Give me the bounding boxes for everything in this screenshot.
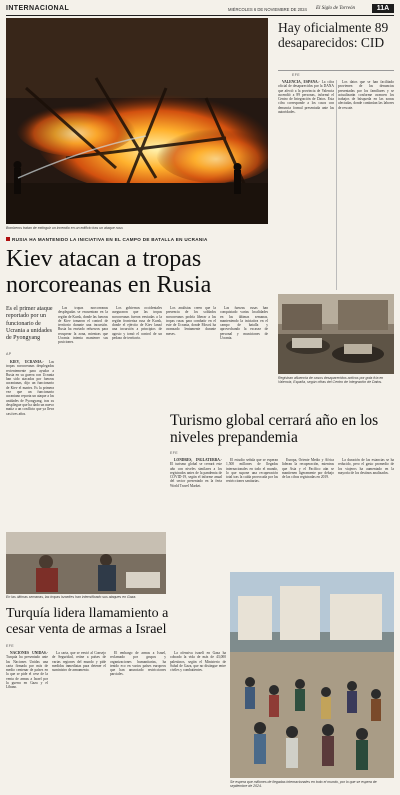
gaza-photo-caption: En las últimas semanas, las tropas israelíes han intensificado sus ataques en Gaza. <box>6 595 137 599</box>
story3-col4 <box>338 458 394 568</box>
paper-name: El Siglo de Torreón <box>316 6 355 11</box>
flood-scene <box>278 294 394 374</box>
story3-col4-text: La duración de las estancias se ha reducido, pero el gasto promedio de los viajeros ha aumentado en la mayoría de los destinos analizados. <box>338 458 394 475</box>
story1-col1-text: Las tropas norcoreanas desplegadas recientemente para ayudar a Rusia en su guerra con Ucrania han sido atacadas por fuerzas ucranianas, dijo un funcionario de Kiev el martes. Es la primera vez que un funcionario ucraniano reporta un ataque a las unidades de Pyongyang, tras su despliegue que ha dado un nuevo matiz a un conflicto que ya lleva casi tres años. <box>6 360 54 416</box>
story3-col1 <box>170 458 222 568</box>
tourism-photo <box>230 572 394 778</box>
gaza-photo <box>6 532 166 594</box>
story2-headline: Hay oficialmente 89 desaparecidos: CID <box>278 20 389 50</box>
story2-col1 <box>278 80 334 290</box>
story4-col3-text: El embargo de armas a Israel, reclamado por grupos y organizaciones humanitarias, ha tenido eco en varios países europeos que han anunciado restricciones parciales. <box>110 651 166 677</box>
kicker-square <box>6 237 10 241</box>
story2-rule <box>278 70 394 71</box>
fire-photo-caption: Bomberos tratan de extinguir un incendio en un edificio tras un ataque ruso. <box>6 226 124 230</box>
story2-col-divider <box>336 80 337 290</box>
story3-col3 <box>282 458 334 568</box>
date-line: MIÉRCOLES 6 DE NOVIEMBRE DE 2024 <box>228 7 307 12</box>
story1-col3 <box>112 306 162 530</box>
story4-col4-text: La ofensiva israelí en Gaza ha cobrado la vida de más de 43,000 palestinos, según el Ministerio de Salud de Gaza, que no distingue entre civiles y combatientes. <box>170 651 226 673</box>
story4-col1-text: Turquía ha presentado ante las Naciones Unidas una carta firmada por más de medio centenar de países en la que se pide el cese de la venta de armas a Israel por la guerra en Gaza y el Líbano. <box>6 655 48 690</box>
story1-col4-text: Los analistas creen que la presencia de los soldados norcoreanos podría liberar a las tropas rusas para combatir en el este de Ucrania, donde Moscú ha avanzado lentamente durante meses. <box>166 306 216 336</box>
story3-headline: Turismo global cerrará año en los niveles prepandemia <box>170 412 379 446</box>
fire-photo <box>6 18 268 224</box>
story3-dateline: LONDRES, INGLATERRA.- <box>174 458 222 462</box>
story4-col1 <box>6 651 48 791</box>
story1-dateline: KIEV, UCRANIA.- <box>10 360 44 364</box>
story4-col4 <box>170 651 226 791</box>
section-label: INTERNACIONAL <box>6 5 70 12</box>
story2-dateline: VALENCIA, ESPAÑA.- <box>282 80 320 84</box>
story3-col3-text: Europa, Oriente Medio y África lideran la recuperación, mientras que Asia y el Pacífico aún se mantienen ligeramente por debajo de las cifras registradas en 2019. <box>282 458 334 480</box>
story1-agency: AP <box>6 352 12 356</box>
story4-col3 <box>110 651 166 791</box>
tourism-scene <box>230 572 394 778</box>
story1-col2 <box>58 306 108 530</box>
story4-headline: Turquía lidera llamamiento a cesar venta de armas a Israel <box>6 606 169 637</box>
story1-kicker-text: RUSIA HA MANTENIDO LA INICIATIVA EN EL CAMPO DE BATALLA EN UCRANIA <box>12 237 208 242</box>
page-number: 11A <box>372 4 394 13</box>
story3-col1-text: El turismo global se cerrará este año con niveles similares a los registrados antes de la pandemia de COVID-19, según el informe anual del sector presentado en la feria World Travel Market. <box>170 462 222 488</box>
story1-col1 <box>6 360 54 530</box>
story4-agency: EFE <box>6 644 14 648</box>
story3-col2 <box>226 458 278 568</box>
story1-col5-text: Las fuerzas rusas han conquistado varias localidades en las últimas semanas, manteniendo la iniciativa en el campo de batalla y aprovechando la escasez de personal y municiones de Ucrania. <box>220 306 268 341</box>
story4-col2-text: La carta, que se envió al Consejo de Seguridad, reúne a países de varias regiones del mundo y pide medidas inmediatas para detener el suministro de armamento. <box>52 651 106 673</box>
story2-agency: EFE <box>292 73 300 77</box>
story1-col3-text: Los gobiernos occidentales aseguraron que las tropas norcoreanas fueron enviadas a la región fronteriza rusa de Kursk, donde el ejército de Kiev lanzó una incursión a principios de agosto y tomó el control de un pedazo de territorio. <box>112 306 162 341</box>
flood-photo <box>278 294 394 374</box>
story3-agency: EFE <box>170 451 178 455</box>
story1-deck: Es el primer ataque reportado por un funcionario de Ucrania a unidades de Pyongyang <box>6 306 53 342</box>
tourism-photo-caption: Se espera que millones de llegadas internacionales en todo el mundo, por lo que se espera de septiembre de 2024. <box>230 780 377 789</box>
story1-col2-text: Las tropas norcoreanas desplegadas se encuentran en la región de Kursk, donde las fuerzas de Kiev tomaron el control de territorio durante una incursión. Rusia ha enviado refuerzos para recuperar la zona, mientras que Ucrania intenta mantener sus posiciones. <box>58 306 108 345</box>
story3-col2-text: El estudio señala que se esperan 1,500 millones de llegadas internacionales en todo el mundo, lo que supone una recuperación total tras la caída provocada por las restricciones sanitarias. <box>226 458 278 484</box>
story4-col2 <box>52 651 106 791</box>
story4-dateline: NACIONES UNIDAS.- <box>10 651 48 655</box>
story2-col2 <box>338 80 394 290</box>
story2-col2-text: Los datos que se han facilitado provienen de las denuncias presentadas por los familiares y se actualizarán conforme avancen los trabajos de búsqueda en las zonas afectadas, donde continúan las labores de rescate. <box>338 80 394 110</box>
flood-photo-caption: Registran afluencia de casos desaparecidos activos por gota fría en Valencia, España, según cifras del Centro de Integración de Datos. <box>278 376 384 385</box>
story2-col1-text: La cifra oficial de desaparecidos por la DANA que afectó a la provincia de Valencia ascendió a 89 personas, informó el Centro de Integración de Datos. Esta cifra corresponde a los casos con denuncia formal presentada ante las autoridades. <box>278 80 334 115</box>
gaza-scene <box>6 532 166 594</box>
story1-headline: Kiev atacan a tropas norcoreanas en Rusia <box>6 246 212 298</box>
fire-scene <box>6 18 268 224</box>
masthead-rule <box>6 15 394 16</box>
story1-kicker <box>6 237 268 242</box>
